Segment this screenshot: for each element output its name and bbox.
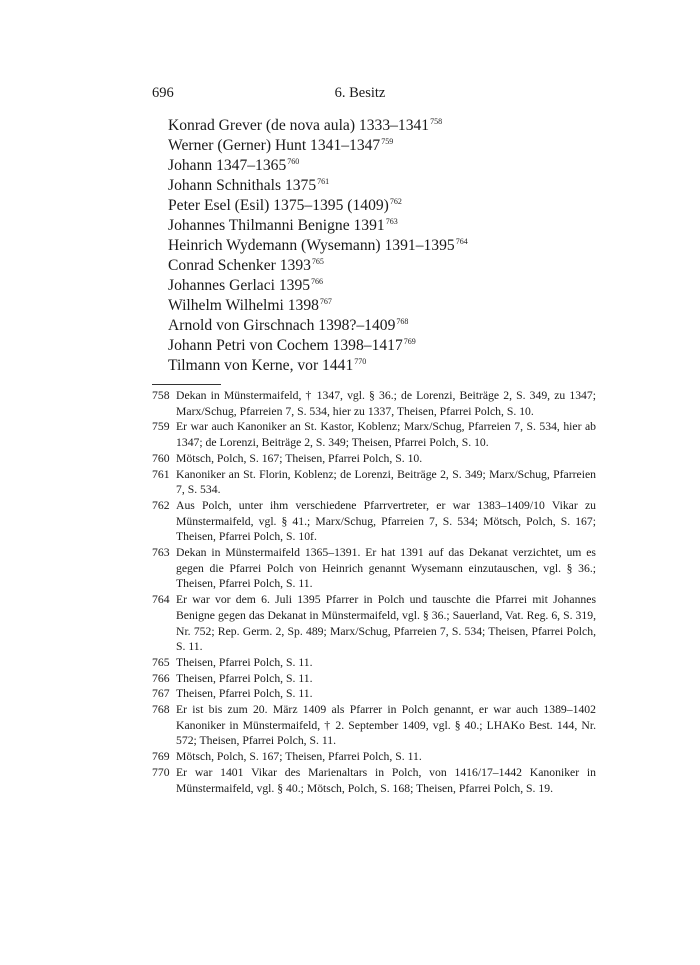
entry-text: Konrad Grever (de nova aula) 1333–1341 [168,117,430,134]
footnote [152,388,596,419]
footnote-number: 758 [152,389,170,402]
footnote-ref: 768 [396,317,409,326]
footnote [152,749,596,765]
footnote-ref: 766 [311,277,324,286]
list-item [168,236,468,256]
entry-text: Peter Esel (Esil) 1375–1395 (1409) [168,197,389,214]
footnote-number: 760 [152,451,170,465]
list-item [168,276,468,296]
footnote-number: 767 [152,687,170,701]
entry-text: Johann Schnithals 1375 [168,177,317,194]
footnote-ref: 769 [403,337,416,346]
footnote [152,419,596,450]
footnote [152,451,596,467]
footnote-text: Theisen, Pfarrei Polch, S. 11. [176,655,313,669]
entry-text: Johann Petri von Cochem 1398–1417 [168,337,403,354]
footnote [152,545,596,592]
footnote-ref: 764 [455,237,468,246]
footnote-text: Dekan in Münstermaifeld, † 1347, vgl. § 36.; de Lorenzi, Beiträge 2, S. 349, zu 1347; Marx/Schug, Pfarreien 7, S. 534, hier zu 1337, Theisen, Pfarrei Polch, S. 10. [176,389,596,418]
footnote-text: Dekan in Münstermaifeld 1365–1391. Er hat 1391 auf das Dekanat verzichtet, um es gegen die Pfarrei Polch von Heinrich genannt Wysemann einzutauschen, vgl. § 36.; Theisen, Pfarrei Polch, S. 11. [176,546,596,591]
footnote [152,671,596,687]
list-item [168,136,468,156]
footnote-number: 763 [152,546,170,560]
footnote-text: Er war 1401 Vikar des Marienaltars in Polch, von 1416/17–1442 Kanoniker in Münstermaifeld, vgl. § 40.; Mötsch, Polch, S. 168; Theisen, Pfarrei Polch, S. 19. [176,765,596,795]
entry-text: Heinrich Wydemann (Wysemann) 1391–1395 [168,237,455,254]
footnote-text: Theisen, Pfarrei Polch, S. 11. [176,671,313,685]
entry-text: Wilhelm Wilhelmi 1398 [168,297,319,314]
footnote-text: Kanoniker an St. Florin, Koblenz; de Lorenzi, Beiträge 2, S. 349; Marx/Schug, Pfarreien 7, S. 534. [176,467,596,497]
footnote [152,467,596,498]
footnote-text: Er ist bis zum 20. März 1409 als Pfarrer in Polch genannt, er war auch 1389–1402 Kanoniker in Münstermaifeld, † 2. September 1409, vgl. § 40.; LHAKo Best. 144, Nr. 572; Theisen, Pfarrei Polch, S. 11. [176,703,596,748]
running-head: 6. Besitz [334,85,386,101]
footnote [152,498,596,545]
list-item [168,356,468,376]
footnote-number: 761 [152,467,170,481]
name-list [168,116,468,376]
footnote-text: Mötsch, Polch, S. 167; Theisen, Pfarrei Polch, S. 11. [176,750,422,764]
footnote-ref: 770 [354,357,367,366]
entry-text: Johannes Thilmanni Benigne 1391 [168,217,385,234]
footnote-number: 770 [152,765,170,779]
footnote-ref: 765 [311,257,324,266]
footnote-number: 762 [152,498,170,512]
footnote-ref: 762 [389,197,402,206]
footnote-text: Mötsch, Polch, S. 167; Theisen, Pfarrei Polch, S. 10. [176,451,423,465]
footnote-ref: 761 [317,177,330,186]
list-item [168,256,468,276]
footnote [152,655,596,671]
footnote-number: 766 [152,671,170,685]
footnote [152,702,596,749]
footnote-text: Aus Polch, unter ihm verschiedene Pfarrvertreter, er war 1383–1409/10 Vikar zu Münstermaifeld, vgl. § 41.; Marx/Schug, Pfarreien 7, S. 534; Mötsch, Polch, S. 167; Theisen, Pfarrei Polch, S. 10f. [176,498,596,544]
footnote [152,592,596,655]
list-item [168,116,468,136]
list-item [168,176,468,196]
list-item [168,196,468,216]
footnote-ref: 760 [287,157,300,166]
entry-text: Arnold von Girschnach 1398?–1409 [168,317,396,334]
footnote-number: 764 [152,593,170,607]
footnote-ref: 758 [430,117,443,126]
list-item [168,216,468,236]
footnote [152,686,596,702]
list-item [168,156,468,176]
footnote-number: 768 [152,703,170,717]
footnote-rule [152,384,221,385]
footnote-ref: 767 [319,297,332,306]
footnote-number: 759 [152,420,170,434]
entry-text: Johannes Gerlaci 1395 [168,277,311,294]
entry-text: Conrad Schenker 1393 [168,257,311,274]
footnote-ref: 763 [385,217,398,226]
entry-text: Johann 1347–1365 [168,157,287,174]
footnote-ref: 759 [381,137,394,146]
footnote-text: Er war vor dem 6. Juli 1395 Pfarrer in Polch und tauschte die Pfarrei mit Johannes Benigne gegen das Dekanat in Münstermaifeld, vgl. § 36.; Sauerland, Vat. Reg. 6, S. 319, Nr. 752; Rep. Germ. 2, Sp. 489; Marx/Schug, Pfarreien 7, S. 534; Theisen, Pfarrei Polch, S. 11. [176,593,596,654]
list-item [168,296,468,316]
footnote [152,765,596,796]
entry-text: Tilmann von Kerne, vor 1441 [168,357,354,374]
footnotes [152,388,596,796]
footnote-number: 765 [152,655,170,669]
list-item [168,316,468,336]
footnote-text: Er war auch Kanoniker an St. Kastor, Koblenz; Marx/Schug, Pfarreien 7, S. 534, hier ab 1347; de Lorenzi, Beiträge 2, S. 349; Theisen, Pfarrei Polch, S. 10. [176,420,596,450]
entry-text: Werner (Gerner) Hunt 1341–1347 [168,137,381,154]
page-number: 696 [152,85,174,101]
footnote-text: Theisen, Pfarrei Polch, S. 11. [176,687,313,701]
footnote-number: 769 [152,750,170,764]
list-item [168,336,468,356]
